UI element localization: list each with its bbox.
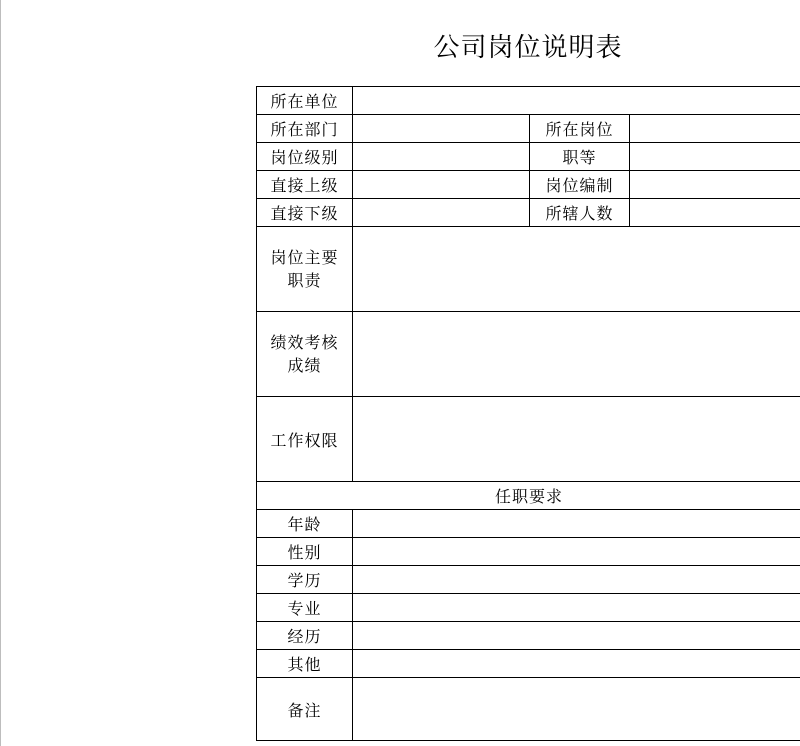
row-gender xyxy=(257,538,800,566)
field-level[interactable] xyxy=(353,143,530,171)
field-authority[interactable] xyxy=(353,397,800,482)
label-experience: 经历 xyxy=(257,622,353,650)
label-remarks: 备注 xyxy=(257,678,353,741)
label-level: 岗位级别 xyxy=(257,143,353,171)
label-kpi-line2: 成绩 xyxy=(287,356,322,375)
row-age xyxy=(257,510,800,538)
requirements-header: 任职要求 xyxy=(257,482,800,510)
field-kpi[interactable] xyxy=(353,312,800,397)
row-authority xyxy=(257,397,800,482)
field-dept[interactable] xyxy=(353,115,530,143)
label-managed: 所辖人数 xyxy=(530,199,630,227)
job-description-table xyxy=(256,86,800,741)
label-major: 专业 xyxy=(257,594,353,622)
row-education xyxy=(257,566,800,594)
label-dept: 所在部门 xyxy=(257,115,353,143)
row-kpi xyxy=(257,312,800,397)
field-age[interactable] xyxy=(353,510,800,538)
row-duties xyxy=(257,227,800,312)
field-grade[interactable] xyxy=(630,143,800,171)
row-level xyxy=(257,143,800,171)
label-subordinate: 直接下级 xyxy=(257,199,353,227)
field-education[interactable] xyxy=(353,566,800,594)
label-authority: 工作权限 xyxy=(257,397,353,482)
field-remarks[interactable] xyxy=(353,678,800,741)
row-major xyxy=(257,594,800,622)
label-kpi xyxy=(257,312,353,397)
row-remarks xyxy=(257,678,800,741)
row-unit xyxy=(257,87,800,115)
label-age: 年龄 xyxy=(257,510,353,538)
field-gender[interactable] xyxy=(353,538,800,566)
row-experience xyxy=(257,622,800,650)
label-superior: 直接上级 xyxy=(257,171,353,199)
label-headcount: 岗位编制 xyxy=(530,171,630,199)
row-dept xyxy=(257,115,800,143)
field-unit[interactable] xyxy=(353,87,800,115)
field-other[interactable] xyxy=(353,650,800,678)
row-subordinate xyxy=(257,199,800,227)
page-title: 公司岗位说明表 xyxy=(433,33,623,63)
field-subordinate[interactable] xyxy=(353,199,530,227)
row-other xyxy=(257,650,800,678)
label-kpi-line1: 绩效考核 xyxy=(270,333,339,352)
field-experience[interactable] xyxy=(353,622,800,650)
field-post[interactable] xyxy=(630,115,800,143)
label-grade: 职等 xyxy=(530,143,630,171)
row-requirements-header xyxy=(257,482,800,510)
label-unit: 所在单位 xyxy=(257,87,353,115)
label-duties-line1: 岗位主要 xyxy=(270,248,339,267)
label-post: 所在岗位 xyxy=(530,115,630,143)
label-other: 其他 xyxy=(257,650,353,678)
field-major[interactable] xyxy=(353,594,800,622)
row-superior xyxy=(257,171,800,199)
field-headcount[interactable] xyxy=(630,171,800,199)
label-duties xyxy=(257,227,353,312)
label-gender: 性别 xyxy=(257,538,353,566)
label-education: 学历 xyxy=(257,566,353,594)
page-edge xyxy=(0,0,1,746)
field-superior[interactable] xyxy=(353,171,530,199)
label-duties-line2: 职责 xyxy=(287,271,322,290)
field-duties[interactable] xyxy=(353,227,800,312)
field-managed[interactable] xyxy=(630,199,800,227)
